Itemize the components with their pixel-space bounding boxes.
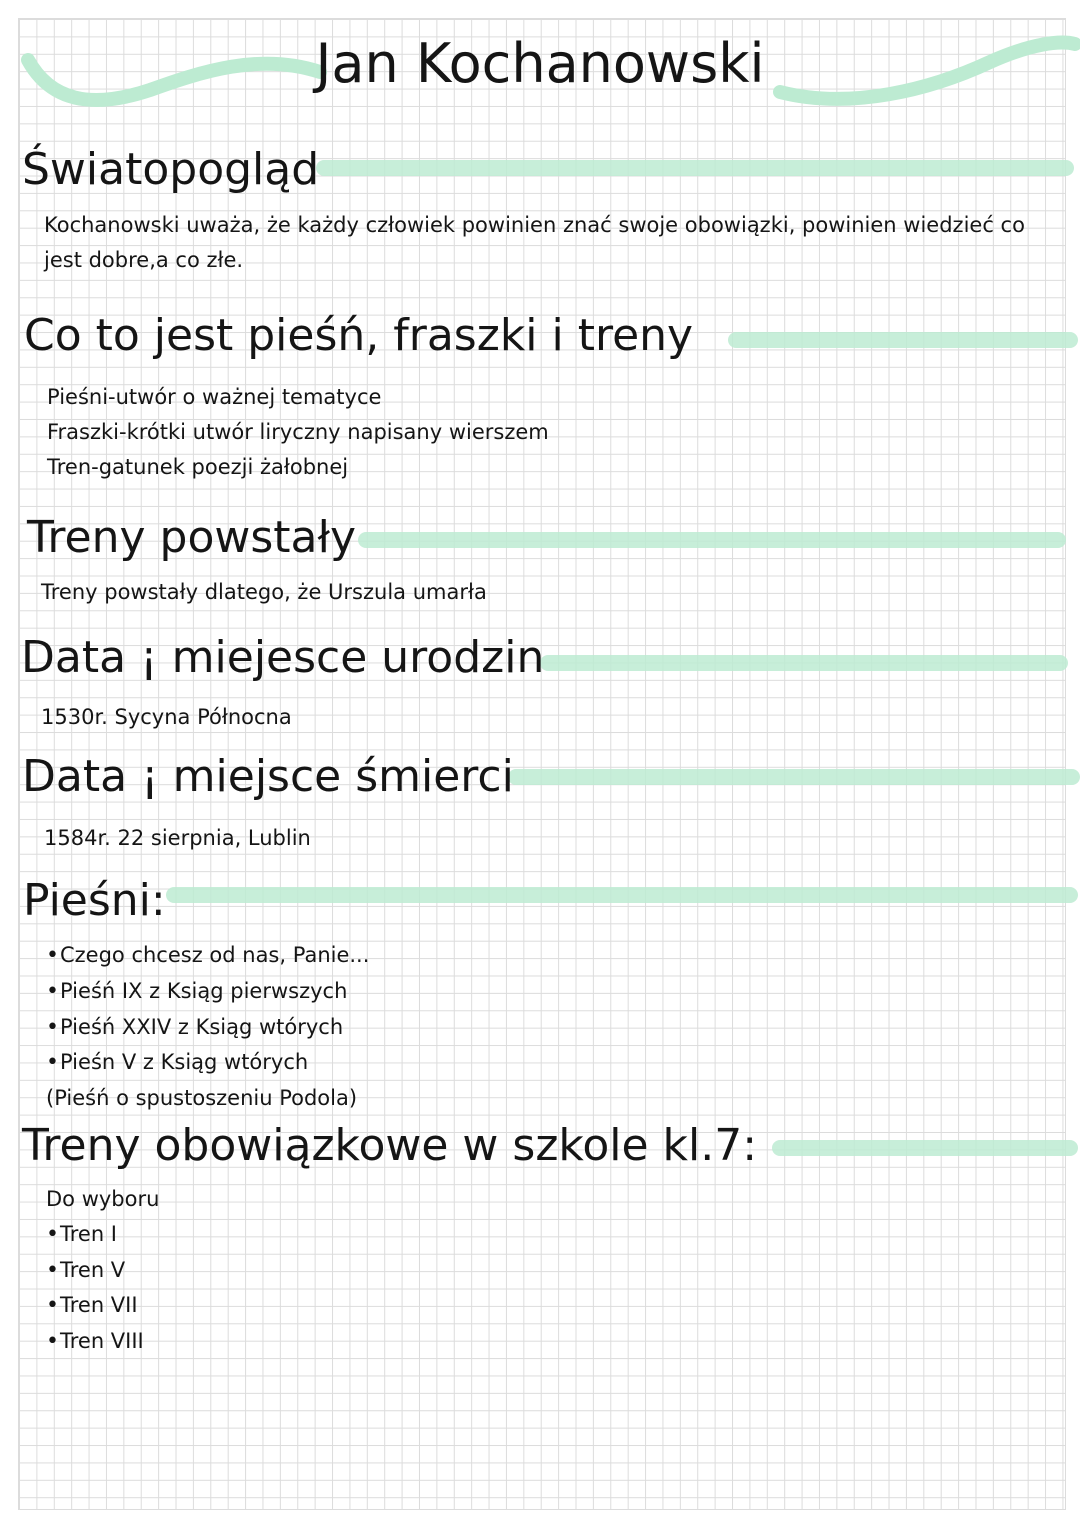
heading-highlight <box>166 887 1078 903</box>
list-item: Pieśni-utwór o ważnej tematyce <box>47 385 382 409</box>
heading-highlight <box>540 655 1068 671</box>
list-item: • Tren VII <box>46 1288 159 1324</box>
heading-highlight <box>358 532 1066 548</box>
list-item: • Pieśń IX z Ksiąg pierwszych <box>46 974 369 1010</box>
list-item: • Pieśn V z Ksiąg wtórych <box>46 1045 369 1081</box>
heading-treny-origin: Treny powstały <box>27 512 357 563</box>
list-item: • Tren VIII <box>46 1324 159 1360</box>
list-item: • Pieśń XXIV z Ksiąg wtórych <box>46 1010 369 1046</box>
required-treny-intro: Do wyboru <box>46 1187 160 1211</box>
songs-list <box>46 938 369 1116</box>
death-line: 1584r. 22 sierpnia, Lublin <box>44 826 311 850</box>
worldview-line-1: Kochanowski uważa, że każdy człowiek powinien znać swoje obowiązki, powinien wiedzieć co <box>44 213 1025 237</box>
page-title: Jan Kochanowski <box>315 32 765 95</box>
list-item: • Tren I <box>46 1217 159 1253</box>
birth-line: 1530r. Sycyna Północna <box>41 705 292 729</box>
list-item: Tren-gatunek poezji żałobnej <box>47 454 349 479</box>
songs-note: (Pieśń o spustoszeniu Podola) <box>46 1086 358 1111</box>
list-item: Fraszki-krótki utwór liryczny napisany wierszem <box>47 419 549 444</box>
heading-highlight <box>728 332 1078 348</box>
list-item: • Czego chcesz od nas, Panie... <box>46 938 369 974</box>
heading-genres: Co to jest pieśń, fraszki i treny <box>24 310 694 361</box>
treny-origin-line: Treny powstały dlatego, że Urszula umarła <box>41 580 487 604</box>
genres-list <box>47 380 549 484</box>
heading-death: Data ¡ miejsce śmierci <box>22 751 514 802</box>
worldview-line-2: jest dobre,a co złe. <box>44 248 244 272</box>
heading-songs: Pieśni: <box>23 875 166 926</box>
heading-birth: Data ¡ miejesce urodzin <box>21 632 545 683</box>
list-item: • Tren V <box>46 1253 159 1289</box>
required-treny-list <box>46 1182 159 1360</box>
heading-highlight <box>772 1140 1078 1156</box>
heading-highlight <box>508 769 1080 785</box>
heading-highlight <box>316 160 1074 176</box>
heading-required-treny: Treny obowiązkowe w szkole kl.7: <box>22 1120 758 1171</box>
heading-worldview: Światopogląd <box>22 144 320 195</box>
